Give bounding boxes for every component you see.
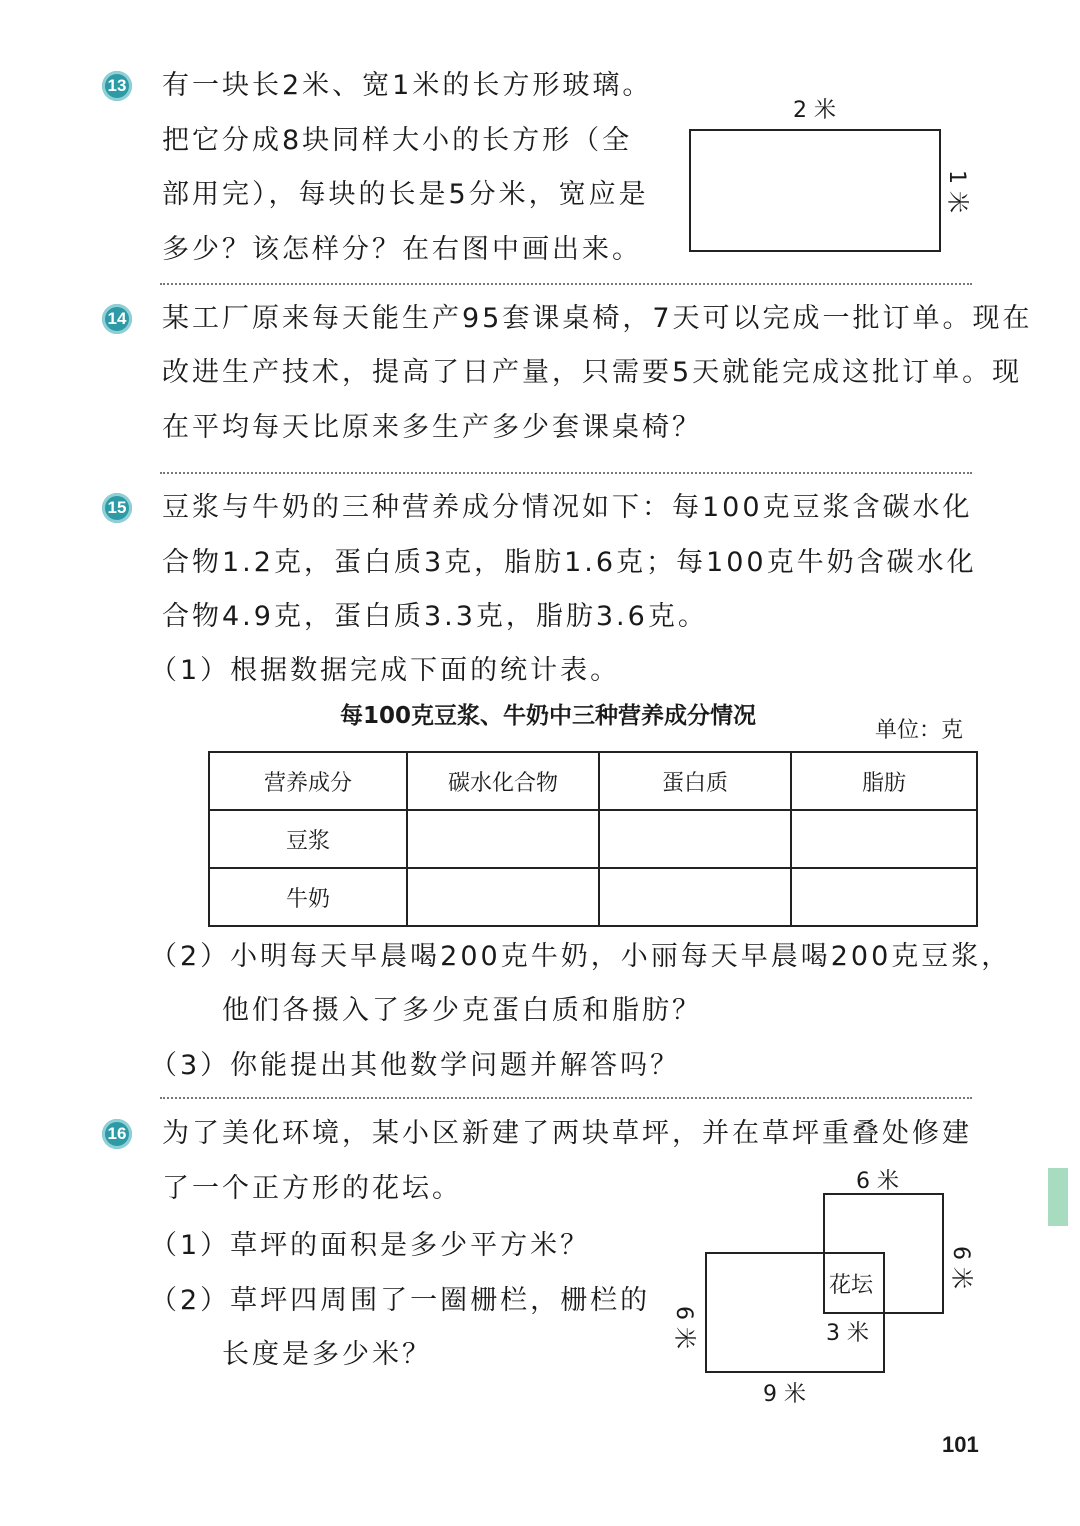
table-row (209, 810, 977, 868)
q13-figure-width-label: 1 米 (944, 170, 969, 213)
divider (160, 472, 972, 474)
q16-line-1: 为了美化环境，某小区新建了两块草坪，并在草坪重叠处修建 (162, 1118, 972, 1149)
question-15-badge: 15 (102, 493, 132, 523)
q13-glass-rectangle (689, 129, 941, 252)
q14-line-1: 某工厂原来每天能生产95套课桌椅，7天可以完成一批订单。现在 (162, 303, 1033, 334)
q15-line-3: 合物4.9克，蛋白质3.3克，脂肪3.6克。 (162, 601, 708, 632)
table-header-cell: 蛋白质 (599, 752, 791, 810)
q16-overlap-label: 3 米 (826, 1321, 869, 1346)
q15-sub2-line-1: （2）小明每天早晨喝200克牛奶，小丽每天早晨喝200克豆浆， (150, 941, 1012, 972)
question-16-badge: 16 (102, 1119, 132, 1149)
table-cell[interactable] (407, 810, 599, 868)
q13-line-3: 部用完），每块的长是5分米，宽应是 (162, 179, 649, 210)
table-header-cell: 脂肪 (791, 752, 977, 810)
page-number: 101 (942, 1432, 979, 1457)
q16-line-2: 了一个正方形的花坛。 (162, 1173, 462, 1204)
table-cell[interactable] (791, 868, 977, 926)
nutrition-table (208, 751, 978, 927)
table-cell[interactable] (599, 810, 791, 868)
q16-sub2-line-2: 长度是多少米？ (222, 1339, 432, 1370)
table-header-cell: 营养成分 (209, 752, 407, 810)
q15-sub2-line-2: 他们各摄入了多少克蛋白质和脂肪？ (222, 995, 702, 1026)
q15-sub3: （3）你能提出其他数学问题并解答吗？ (150, 1050, 681, 1081)
q15-line-1: 豆浆与牛奶的三种营养成分情况如下：每100克豆浆含碳水化 (162, 492, 973, 523)
q13-figure-length-label: 2 米 (793, 98, 836, 123)
divider (160, 283, 972, 285)
q16-top-label: 6 米 (856, 1169, 899, 1194)
q15-sub1: （1）根据数据完成下面的统计表。 (150, 655, 621, 686)
q16-left-label: 6 米 (671, 1306, 696, 1349)
table-header-cell: 碳水化合物 (407, 752, 599, 810)
table-header-row (209, 752, 977, 810)
q13-line-1: 有一块长2米、宽1米的长方形玻璃。 (162, 70, 653, 101)
table-cell[interactable] (599, 868, 791, 926)
q15-line-2: 合物1.2克，蛋白质3克，脂肪1.6克；每100克牛奶含碳水化 (162, 547, 977, 578)
side-tab (1048, 1168, 1068, 1226)
divider (160, 1097, 972, 1099)
q16-bottom-label: 9 米 (763, 1382, 806, 1407)
table-unit: 单位：克 (875, 718, 964, 743)
table-cell[interactable] (407, 868, 599, 926)
table-title: 每100克豆浆、牛奶中三种营养成分情况 (340, 703, 757, 729)
q13-line-4: 多少？该怎样分？在右图中画出来。 (162, 234, 642, 265)
q13-line-2: 把它分成8块同样大小的长方形（全 (162, 125, 633, 156)
q16-sub1: （1）草坪的面积是多少平方米？ (150, 1230, 591, 1261)
table-cell[interactable] (791, 810, 977, 868)
flowerbed-label: 花坛 (829, 1273, 874, 1298)
q14-line-3: 在平均每天比原来多生产多少套课桌椅？ (162, 412, 702, 443)
table-row (209, 868, 977, 926)
question-13-badge: 13 (102, 71, 132, 101)
q16-right-label: 6 米 (948, 1246, 973, 1289)
table-row-label: 牛奶 (209, 868, 407, 926)
table-row-label: 豆浆 (209, 810, 407, 868)
question-14-badge: 14 (102, 304, 132, 334)
q16-sub2-line-1: （2）草坪四周围了一圈栅栏，栅栏的 (150, 1285, 651, 1316)
q14-line-2: 改进生产技术，提高了日产量，只需要5天就能完成这批订单。现 (162, 357, 1023, 388)
